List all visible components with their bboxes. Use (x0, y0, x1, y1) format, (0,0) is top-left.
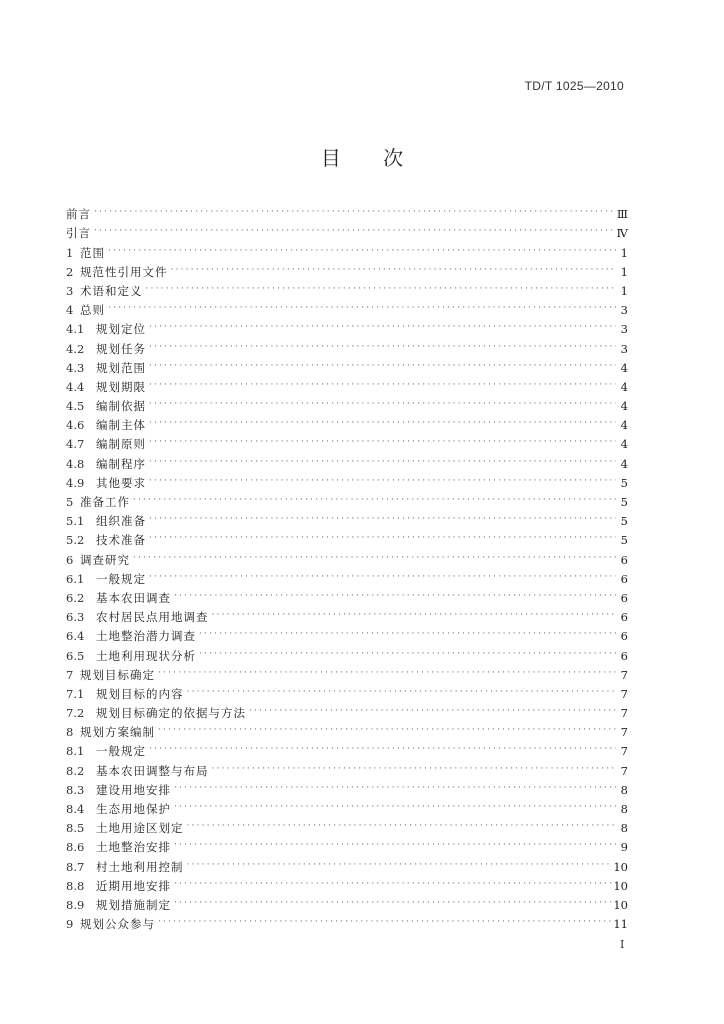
standard-code: TD/T 1025—2010 (524, 79, 624, 93)
toc-entry-title: 调查研究 (80, 552, 130, 567)
toc-entry-number: 7.1 (66, 686, 85, 701)
toc-entry-number: 6.2 (66, 590, 85, 605)
toc-entry-title: 编制主体 (96, 418, 146, 433)
toc-entry-number: 8.8 (66, 878, 85, 893)
toc-entry-title: 规划目标的内容 (96, 686, 184, 701)
toc-entry[interactable] (66, 624, 628, 643)
toc-entry-page: 8 (620, 782, 628, 797)
toc-entry[interactable] (66, 854, 628, 873)
dot-leader (158, 666, 616, 680)
toc-entry-page: 6 (620, 552, 628, 567)
toc-entry-number: 4.7 (66, 437, 85, 452)
toc-entry-title: 编制原则 (96, 437, 146, 452)
toc-entry[interactable] (66, 567, 628, 586)
page-title (0, 142, 724, 171)
toc-entry-number: 5 (66, 495, 74, 509)
dot-leader (149, 531, 616, 545)
toc-entry-title: 一般规定 (96, 571, 146, 586)
dot-leader (158, 915, 611, 929)
dot-leader (187, 858, 612, 872)
table-of-contents (66, 202, 628, 931)
toc-entry[interactable] (66, 240, 628, 259)
toc-entry[interactable] (66, 874, 628, 893)
toc-entry-page: 5 (620, 533, 628, 548)
toc-entry[interactable] (66, 260, 628, 279)
dot-leader (146, 282, 617, 296)
dot-leader (108, 244, 616, 258)
toc-entry-number: 4 (66, 303, 74, 318)
toc-entry-title: 前言 (66, 207, 91, 222)
toc-entry[interactable] (66, 663, 628, 682)
toc-entry-title: 规划期限 (96, 379, 146, 394)
toc-entry[interactable] (66, 375, 628, 394)
toc-entry-page: 7 (620, 763, 628, 778)
toc-entry-page: 4 (620, 379, 628, 394)
toc-entry[interactable] (66, 701, 628, 720)
dot-leader (94, 205, 615, 219)
toc-entry-page: 7 (620, 686, 628, 701)
toc-entry-title: 组织准备 (96, 514, 146, 529)
toc-entry-number: 4.5 (66, 399, 85, 414)
toc-entry-page: 4 (620, 418, 628, 433)
toc-entry-page: 6 (620, 590, 628, 605)
toc-entry-title: 规划方案编制 (80, 725, 155, 740)
toc-entry-page: 10 (613, 878, 628, 893)
dot-leader (187, 685, 617, 699)
toc-entry-page: 5 (620, 475, 628, 490)
toc-entry-number: 4.6 (66, 418, 85, 433)
toc-entry-number: 8.3 (66, 782, 85, 797)
toc-entry-title: 总则 (80, 303, 105, 318)
toc-entry[interactable] (66, 912, 628, 931)
dot-leader (149, 512, 616, 526)
toc-entry[interactable] (66, 221, 628, 240)
toc-entry[interactable] (66, 490, 628, 509)
toc-entry[interactable] (66, 605, 628, 624)
toc-entry-title: 土地利用现状分析 (96, 648, 196, 663)
dot-leader (174, 800, 616, 814)
toc-entry[interactable] (66, 451, 628, 470)
toc-entry-number: 4.9 (66, 475, 85, 490)
toc-entry-title: 生态用地保护 (96, 802, 171, 816)
toc-entry-number: 9 (66, 917, 74, 932)
toc-entry-title: 土地整治安排 (96, 840, 171, 855)
toc-entry-number: 6.4 (66, 629, 85, 644)
toc-entry-page: 11 (613, 917, 628, 932)
toc-entry-page: 1 (620, 264, 628, 279)
toc-entry-title: 规划任务 (96, 341, 146, 356)
toc-entry[interactable] (66, 739, 628, 758)
toc-entry-number: 2 (66, 264, 74, 279)
toc-entry[interactable] (66, 758, 628, 777)
page-number: I (620, 938, 625, 951)
toc-entry-number: 4.8 (66, 456, 85, 471)
toc-entry-number: 8.9 (66, 897, 85, 912)
toc-entry-number: 7 (66, 667, 74, 682)
dot-leader (187, 819, 617, 833)
toc-entry-page: Ⅲ (616, 207, 628, 222)
toc-entry[interactable] (66, 643, 628, 662)
toc-entry[interactable] (66, 816, 628, 835)
toc-entry[interactable] (66, 471, 628, 490)
toc-entry[interactable] (66, 586, 628, 605)
dot-leader (149, 474, 616, 488)
toc-entry-page: 6 (620, 610, 628, 625)
toc-entry-number: 5.1 (66, 514, 85, 529)
toc-entry-page: 7 (620, 667, 628, 682)
dot-leader (199, 627, 616, 641)
toc-entry-page: 8 (620, 821, 628, 836)
toc-entry-number: 8.1 (66, 744, 85, 759)
title-char-2: 次 (383, 146, 404, 170)
dot-leader (149, 570, 616, 584)
toc-entry[interactable] (66, 356, 628, 375)
toc-entry-title: 编制程序 (96, 456, 146, 471)
toc-entry-title: 规划范围 (96, 360, 146, 375)
toc-entry-number: 3 (66, 283, 74, 298)
toc-entry[interactable] (66, 317, 628, 336)
dot-leader (149, 320, 616, 334)
toc-entry[interactable] (66, 279, 628, 298)
dot-leader (199, 647, 616, 661)
toc-entry-number: 6.5 (66, 648, 85, 663)
dot-leader (149, 340, 616, 354)
toc-entry-page: Ⅳ (616, 226, 628, 241)
toc-entry[interactable] (66, 528, 628, 547)
toc-entry-title: 土地用途区划定 (96, 821, 184, 836)
toc-entry[interactable] (66, 509, 628, 528)
toc-entry[interactable] (66, 336, 628, 355)
dot-leader (212, 608, 617, 622)
dot-leader (174, 838, 616, 852)
dot-leader (212, 762, 617, 776)
dot-leader (174, 781, 616, 795)
toc-entry[interactable] (66, 298, 628, 317)
toc-entry-number: 4.2 (66, 341, 85, 356)
toc-entry-number: 8.4 (66, 802, 85, 816)
toc-entry-title: 基本农田调整与布局 (96, 763, 209, 778)
toc-entry-title: 其他要求 (96, 475, 146, 490)
dot-leader (174, 877, 611, 891)
toc-entry-page: 9 (620, 840, 628, 855)
toc-entry-title: 建设用地安排 (96, 782, 171, 797)
toc-entry-number: 7.2 (66, 706, 85, 721)
toc-entry-number: 5.2 (66, 533, 85, 548)
dot-leader (149, 359, 616, 373)
toc-entry-page: 3 (620, 322, 628, 337)
toc-entry-number: 6.1 (66, 571, 85, 586)
toc-entry-page: 10 (613, 859, 628, 874)
toc-entry[interactable] (66, 835, 628, 854)
dot-leader (249, 704, 616, 718)
dot-leader (133, 551, 616, 565)
toc-entry-title: 规划公众参与 (80, 917, 155, 932)
toc-entry-page: 5 (620, 514, 628, 529)
toc-entry-title: 规划措施制定 (96, 897, 171, 912)
watermark (634, 511, 724, 629)
toc-entry-number: 8.7 (66, 859, 85, 874)
toc-entry[interactable] (66, 893, 628, 912)
toc-entry-page: 4 (620, 437, 628, 452)
toc-entry[interactable] (66, 778, 628, 797)
toc-entry-title: 引言 (66, 226, 91, 241)
toc-entry-number: 8.6 (66, 840, 85, 855)
toc-entry-page: 6 (620, 571, 628, 586)
toc-entry-title: 规划目标确定 (80, 667, 155, 682)
toc-entry-title: 规划定位 (96, 322, 146, 337)
dot-leader (149, 378, 616, 392)
toc-entry-title: 近期用地安排 (96, 878, 171, 893)
toc-entry-number: 1 (66, 245, 74, 260)
toc-entry-page: 6 (620, 648, 628, 663)
dot-leader (171, 263, 617, 277)
toc-entry-page: 4 (620, 456, 628, 471)
dot-leader (133, 493, 616, 507)
dot-leader (149, 397, 616, 411)
toc-entry-page: 8 (620, 802, 628, 816)
toc-entry-page: 3 (620, 341, 628, 356)
toc-entry-number: 8.5 (66, 821, 85, 836)
toc-entry[interactable] (66, 394, 628, 413)
dot-leader (174, 896, 611, 910)
toc-entry-title: 土地整治潜力调查 (96, 629, 196, 644)
dot-leader (108, 301, 616, 315)
toc-entry-page: 7 (620, 744, 628, 759)
dot-leader (149, 742, 616, 756)
toc-entry-title: 技术准备 (96, 533, 146, 548)
toc-entry-number: 8.2 (66, 763, 85, 778)
toc-entry-title: 规范性引用文件 (80, 264, 168, 279)
toc-entry-page: 7 (620, 706, 628, 721)
toc-entry-number: 6.3 (66, 610, 85, 625)
dot-leader (149, 435, 616, 449)
title-char-1: 目 (320, 146, 341, 170)
toc-entry-number: 6 (66, 552, 74, 567)
dot-leader (94, 224, 615, 238)
toc-entry-title: 村土地利用控制 (96, 859, 184, 874)
toc-entry[interactable] (66, 682, 628, 701)
toc-entry-number: 8 (66, 725, 74, 740)
toc-entry-title: 基本农田调查 (96, 590, 171, 605)
toc-entry[interactable] (66, 202, 628, 221)
toc-entry[interactable] (66, 547, 628, 566)
toc-entry-title: 范围 (80, 245, 105, 260)
toc-entry[interactable] (66, 797, 628, 816)
toc-entry[interactable] (66, 720, 628, 739)
toc-entry-page: 7 (620, 725, 628, 740)
toc-entry-number: 4.3 (66, 360, 85, 375)
toc-entry-page: 3 (620, 303, 628, 318)
toc-entry-number: 4.4 (66, 379, 85, 394)
toc-entry-page: 5 (620, 495, 628, 509)
toc-entry-page: 10 (613, 897, 628, 912)
toc-entry-title: 术语和定义 (80, 283, 143, 298)
dot-leader (149, 416, 616, 430)
dot-leader (174, 589, 616, 603)
dot-leader (149, 455, 616, 469)
dot-leader (158, 723, 616, 737)
toc-entry-page: 6 (620, 629, 628, 644)
toc-entry-page: 1 (620, 283, 628, 298)
toc-entry-title: 准备工作 (80, 495, 130, 509)
toc-entry-title: 编制依据 (96, 399, 146, 414)
toc-entry-title: 农村居民点用地调查 (96, 610, 209, 625)
toc-entry-page: 4 (620, 399, 628, 414)
toc-entry-number: 4.1 (66, 322, 85, 337)
toc-entry-page: 1 (620, 245, 628, 260)
toc-entry[interactable] (66, 432, 628, 451)
toc-entry-page: 4 (620, 360, 628, 375)
toc-entry-title: 规划目标确定的依据与方法 (96, 706, 246, 721)
toc-entry-title: 一般规定 (96, 744, 146, 759)
toc-entry[interactable] (66, 413, 628, 432)
